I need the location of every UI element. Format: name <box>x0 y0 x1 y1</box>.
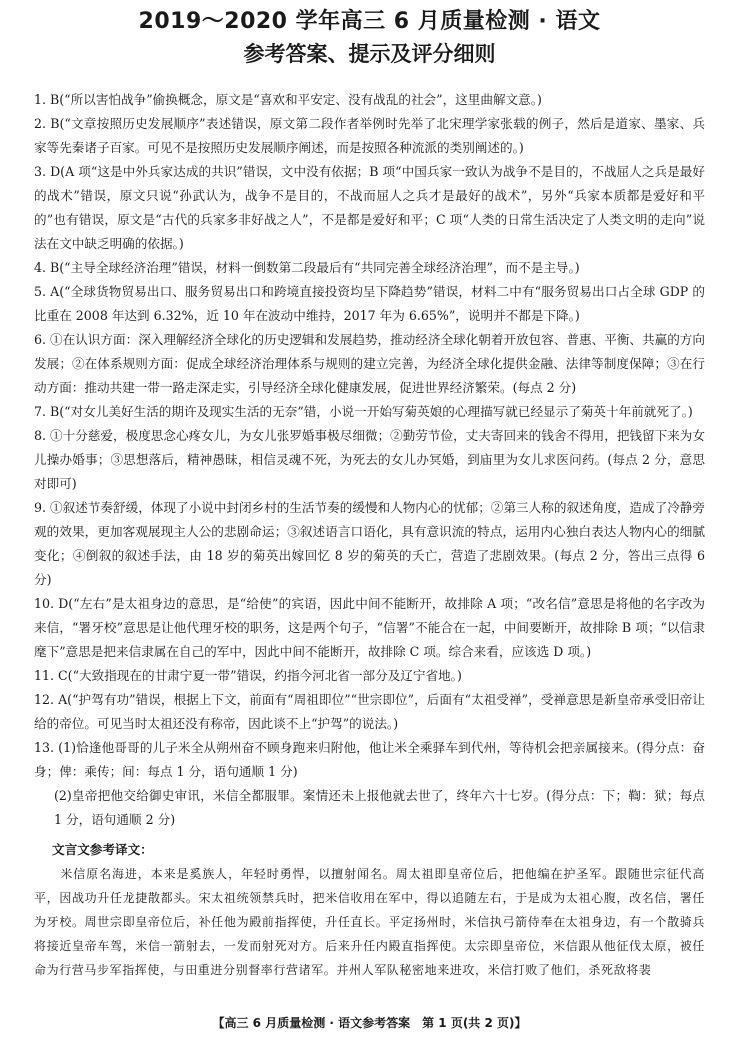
answer-5: 5. A(“全球货物贸易出口、服务贸易出口和跨境直接投资均呈下降趋势”错误，材料二中有“服务贸易出口占全球 GDP 的比重在 2008 年达到 6.32%，近 10 年在波动中维持，2017 年为 6.65%”，说明并不都是下降。) <box>34 284 705 323</box>
answer-10: 10. D(“左右”是太祖身边的意思，是“给使”的宾语，因此中间不能断开，故排除 A 项；“改名信”意思是将他的名字改为来信，“署牙校”意思是让他代理牙校的职务，这是两个句子，“信署”不能合在一起，中间要断开，故排除 B 项；“以信隶麾下”意思是把来信隶属在自己的军中，因此中间不能断开，故排除 C 项。综合来看，应该选 D 项。) <box>34 596 705 659</box>
answer-13-part2: (2)皇帝把他交给御史审讯，米信全都服罪。案情还未上报他就去世了，终年六十七岁。(得分点：下；鞫：狱；每点 1 分，语句通顺 2 分) <box>54 788 705 827</box>
answer-2: 2. B(“文章按照历史发展顺序”表述错误，原文第二段作者举例时先举了北宋理学家张载的例子，然后是道家、墨家、兵家等先秦诸子百家。可见不是按照历史发展顺序阐述，而是按照各种流派的类别阐述的。) <box>34 116 705 155</box>
answer-4: 4. B(“主导全球经济治理”错误，材料一倒数第二段最后有“共同完善全球经济治理”，而不是主导。) <box>34 260 580 275</box>
answer-3: 3. D(A 项“这是中外兵家达成的共识”错误，文中没有依据；B 项“中国兵家一致认为战争不是目的，不战屈人之兵是最好的战术”错误，原文只说“孙武认为，战争不是目的，不战而屈人之兵才是最好的战术”，另外“兵家本质都是爱好和平的”也有错误，原文是“古代的兵家多非好战之人”，不是都是爱好和平；C 项“人类的日常生活决定了人类文明的走向”说法在文中缺乏明确的依据。) <box>34 164 705 251</box>
answer-13-part1: 13. (1)恰逢他哥哥的儿子米全从朔州奋不顾身跑来归附他，他让米全乘驿车到代州，等待机会把亲属接来。(得分点：奋身；俾：乘传；间：每点 1 分，语句通顺 1 分) <box>34 740 705 779</box>
answer-6: 6. ①在认识方面：深入理解经济全球化的历史逻辑和发展趋势，推动经济全球化朝着开放包容、普惠、平衡、共赢的方向发展；②在体系规则方面：促成全球经济治理体系与规则的建立完善，为经济全球化提供金融、法律等制度保障；③在行动方面：推动共建一带一路走深走实，引导经济全球化健康发展，促进世界经济繁荣。(每点 2 分) <box>34 332 705 395</box>
answer-11: 11. C(“大致指现在的甘肃宁夏一带”错误，约指今河北省一部分及辽宁省地。) <box>34 668 462 683</box>
page-subtitle: 参考答案、提示及评分细则 <box>243 42 496 66</box>
answer-8: 8. ①十分慈爱，极度思念心疼女儿，为女儿张罗婚事极尽细微；②勤劳节俭，丈夫寄回来的钱舍不得用，把钱留下来为女儿操办婚事；③思想落后，精神愚昧，相信灵魂不死，为死去的女儿办冥婚，到庙里为女儿求医问药。(每点 2 分，意思对即可) <box>34 428 705 491</box>
answer-7: 7. B(“对女儿美好生活的期许及现实生活的无奈”错，小说一开始写菊英娘的心理描写就已经显示了菊英十年前就死了。) <box>34 404 693 419</box>
translation-text: 米信原名海进，本来是奚族人，年轻时勇悍，以擅射闻名。周太祖即皇帝位后，把他编在护圣军。跟随世宗征代高平，因战功升任龙捷散都头。宋太祖统领禁兵时，把米信收用在军中，得以追随左右，于是成为太祖心腹，改名信，署任为牙校。周世宗即皇帝位后，补任他为殿前指挥使，升任直长。平定扬州时，米信执弓箭侍奉在太祖身边，有一个散骑兵将接近皇帝车驾，米信一箭射去，一发而射死对方。后来升任内殿直指挥使。太宗即皇帝位，米信跟从他征伐太原，被任命为行营马步军指挥使，与田重进分别督率行营诸军。并州人军队秘密地来进攻，米信打败了他们，杀死敌将裴 <box>34 867 705 977</box>
translation-heading: 文言文参考译文： <box>52 842 153 857</box>
page-footer: 【高三 6 月质量检测 · 语文参考答案 第 1 页(共 2 页)】 <box>212 1016 527 1030</box>
answer-12: 12. A(“护驾有功”错误，根据上下文，前面有“周祖即位”“世宗即位”，后面有“太祖受禅”，受禅意思是新皇帝承受旧帝让给的帝位。可见当时太祖还没有称帝，因此谈不上“护驾”的说法。) <box>34 692 705 731</box>
answer-1: 1. B(“所以害怕战争”偷换概念，原文是“喜欢和平安定、没有战乱的社会”，这里曲解文意。) <box>34 92 542 107</box>
answer-9: 9. ①叙述节奏舒缓，体现了小说中封闭乡村的生活节奏的缓慢和人物内心的忧郁；②第三人称的叙述角度，造成了冷静旁观的效果，更加客观展现主人公的悲剧命运；③叙述语言口语化，具有意识流的特点，运用内心独白表达人物内心的细腻变化；④倒叙的叙述手法，由 18 岁的菊英出嫁回忆 8 岁的菊英的夭亡，营造了悲剧效果。(每点 2 分，答出三点得 6 分) <box>34 500 705 587</box>
page-title: 2019～2020 学年高三 6 月质量检测 · 语文 <box>138 9 601 34</box>
